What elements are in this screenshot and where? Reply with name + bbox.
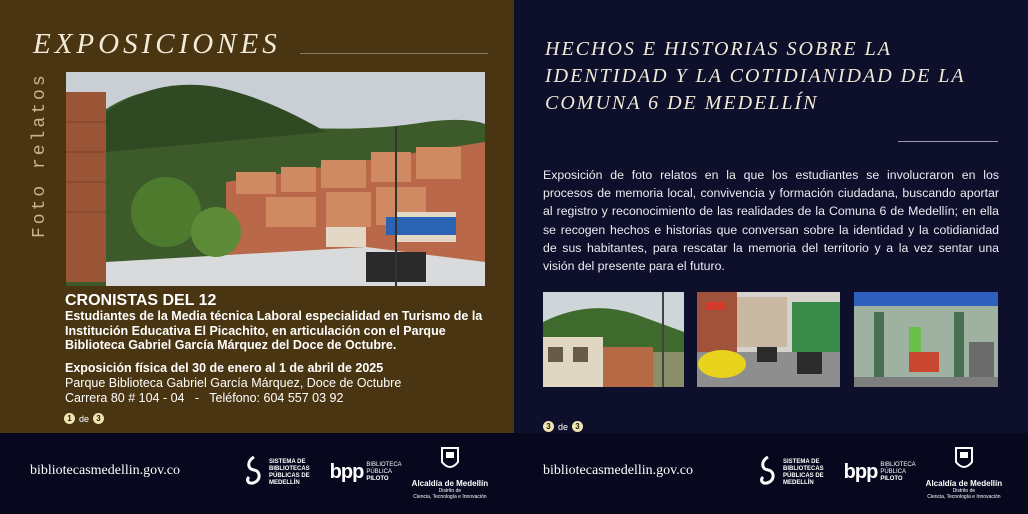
sponsor-logos [243, 445, 488, 500]
sbp-text-2: BIBLIOTECAS [269, 465, 310, 472]
alcaldia-sub-1: Distrito de [438, 487, 462, 494]
exhibition-address: Carrera 80 # 104 - 04 - Teléfono: 604 557 03 92 [65, 391, 344, 405]
current-page: 3 [543, 421, 554, 432]
website-link[interactable]: bibliotecasmedellin.gov.co [543, 463, 693, 478]
exhibitions-title: EXPOSICIONES [33, 28, 281, 60]
sbp-text-3: PÚBLICAS DE [783, 472, 824, 479]
alcaldia-sub-2: Ciencia, Tecnología e Innovación [413, 493, 487, 500]
photo-market-stall [854, 292, 998, 387]
exhibition-dates: Exposición física del 30 de enero al 1 de abril de 2025 [65, 361, 384, 375]
sbp-text-2: BIBLIOTECAS [783, 465, 824, 472]
current-page: 1 [64, 413, 75, 424]
page-indicator [543, 421, 583, 432]
total-pages: 3 [572, 421, 583, 432]
exhibition-summary: Exposición de foto relatos en la que los estudiantes se involucraron en los procesos de memoria local, convivencia y formación ciudadana, buscando aportar al registro y reconocimiento de las realidades de la Comuna 6 de Medellín; en ella se recogen hechos e historias que conversan sobre la identidad y la cotidianidad de sus habitantes, para rescatar la memoria del territorio y a la vez sentar una visión del presente para el futuro. [543, 168, 999, 274]
bpp-text-3: PILOTO [366, 476, 389, 482]
sbp-logo-icon [243, 455, 265, 490]
left-panel [0, 0, 514, 433]
exhibition-subtitle: HECHOS E HISTORIAS SOBRE LA IDENTIDAD Y LA COTIDIANIDAD DE LA COMUNA 6 DE MEDELLÍN [545, 38, 966, 114]
alcaldia-sub-2: Ciencia, Tecnología e Innovación [927, 493, 1001, 500]
sbp-text-4: MEDELLÍN [783, 479, 814, 486]
main-photo-hillside-neighborhood [66, 72, 485, 286]
alcaldia-sub-1: Distrito de [952, 487, 976, 494]
total-pages: 3 [93, 413, 104, 424]
vertical-label: Foto relatos [30, 72, 50, 238]
bpp-logo [844, 461, 916, 484]
alcaldia-shield-icon [954, 446, 974, 477]
bpp-text-2: PÚBLICA [366, 469, 393, 475]
alcaldia-shield-icon [440, 446, 460, 477]
website-link[interactable]: bibliotecasmedellin.gov.co [30, 463, 180, 478]
sbp-text-1: SISTEMA DE [269, 458, 306, 465]
page-indicator [64, 413, 104, 424]
sbp-logo-icon [757, 455, 779, 490]
alcaldia-logo [412, 446, 488, 500]
page-separator: de [79, 413, 90, 424]
sbp-text-1: SISTEMA DE [783, 458, 820, 465]
bpp-mark: bpp [329, 461, 364, 483]
alcaldia-name: Alcaldía de Medellín [925, 478, 1003, 488]
exhibition-description: Estudiantes de la Media técnica Laboral especialidad en Turismo de la Institución Educativa El Picachito, en articulación con el Parque Biblioteca Gabriel García Márquez del Doce de Octubre. [65, 309, 483, 352]
bpp-mark: bpp [843, 461, 878, 483]
sbp-text-3: PÚBLICAS DE [269, 472, 310, 479]
alcaldia-name: Alcaldía de Medellín [411, 478, 489, 488]
title-divider [300, 53, 488, 54]
page-separator: de [558, 421, 569, 432]
subtitle-divider [898, 141, 998, 142]
sponsor-logos [757, 445, 1002, 500]
sbp-text-4: MEDELLÍN [269, 479, 300, 486]
bpp-logo [330, 461, 402, 484]
right-panel [514, 0, 1028, 433]
sbp-logo [757, 455, 824, 490]
alcaldia-logo [926, 446, 1002, 500]
sbp-logo [243, 455, 310, 490]
bpp-text-1: BIBLIOTECA [880, 462, 916, 468]
exhibition-heading: CRONISTAS DEL 12 [65, 292, 217, 309]
photo-street-traffic [697, 292, 840, 387]
exhibition-place: Parque Biblioteca Gabriel García Márquez, Doce de Octubre [65, 376, 402, 390]
bpp-text-3: PILOTO [880, 476, 903, 482]
photo-houses-hillside [543, 292, 684, 387]
bpp-text-1: BIBLIOTECA [366, 462, 402, 468]
bpp-text-2: PÚBLICA [880, 469, 907, 475]
